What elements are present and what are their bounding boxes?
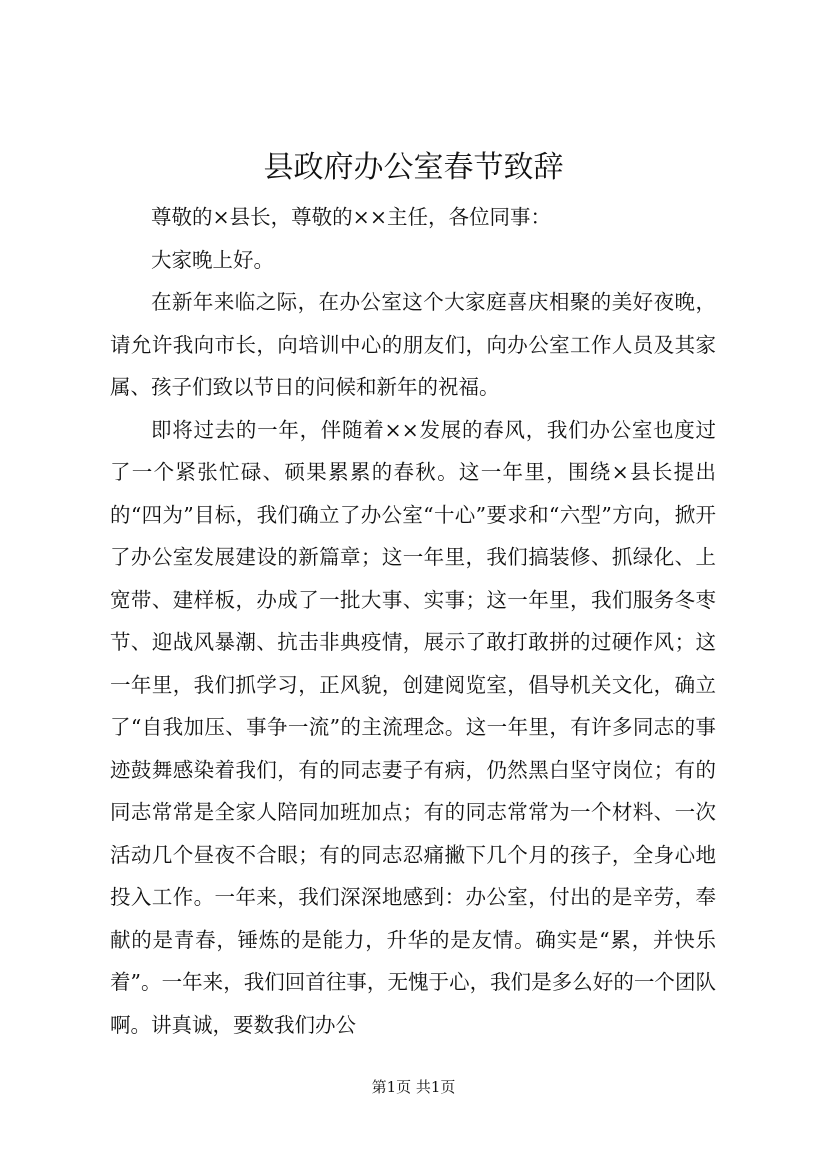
salutation-paragraph: 尊敬的×县长，尊敬的××主任，各位同事： xyxy=(151,205,552,229)
document-body xyxy=(110,196,716,1046)
document-title: 县政府办公室春节致辞 xyxy=(263,150,564,185)
body-paragraph: 在新年来临之际，在办公室这个大家庭喜庆相聚的美好夜晚，请允许我向市长，向培训中心的朋友们，向办公室工作人员及其家属、孩子们致以节日的问候和新年的祝福。 xyxy=(110,290,716,399)
page-number-footer: 第1页 共1页 xyxy=(371,1078,456,1096)
greeting-paragraph: 大家晚上好。 xyxy=(151,247,274,272)
body-paragraph: 即将过去的一年，伴随着××发展的春风，我们办公室也度过了一个紧张忙碌、硕果累累的春秋。这一年里，围绕×县长提出的“四为”目标，我们确立了办公室“十心”要求和“六型”方向，掀开了办公室发展建设的新篇章；这一年里，我们搞装修、抓绿化、上宽带、建样板，办成了一批大事、实事；这一年里，我们服务冬枣节、迎战风暴潮、抗击非典疫情，展示了敢打敢拼的过硬作风；这一年里，我们抓学习，正风貌，创建阅览室，倡导机关文化，确立了“自我加压、事争一流”的主流理念。这一年里，有许多同志的事迹鼓舞感染着我们，有的同志妻子有病，仍然黑白坚守岗位；有的同志常常是全家人陪同加班加点；有的同志常常为一个材料、一次活动几个昼夜不合眼；有的同志忍痛撇下几个月的孩子，全身心地投入工作。一年来，我们深深地感到：办公室，付出的是辛劳，奉献的是青春，锤炼的是能力，升华的是友情。确实是“累，并快乐着”。一年来，我们回首往事，无愧于心，我们是多么好的一个团队啊。讲真诚，要数我们办公 xyxy=(110,417,716,1037)
